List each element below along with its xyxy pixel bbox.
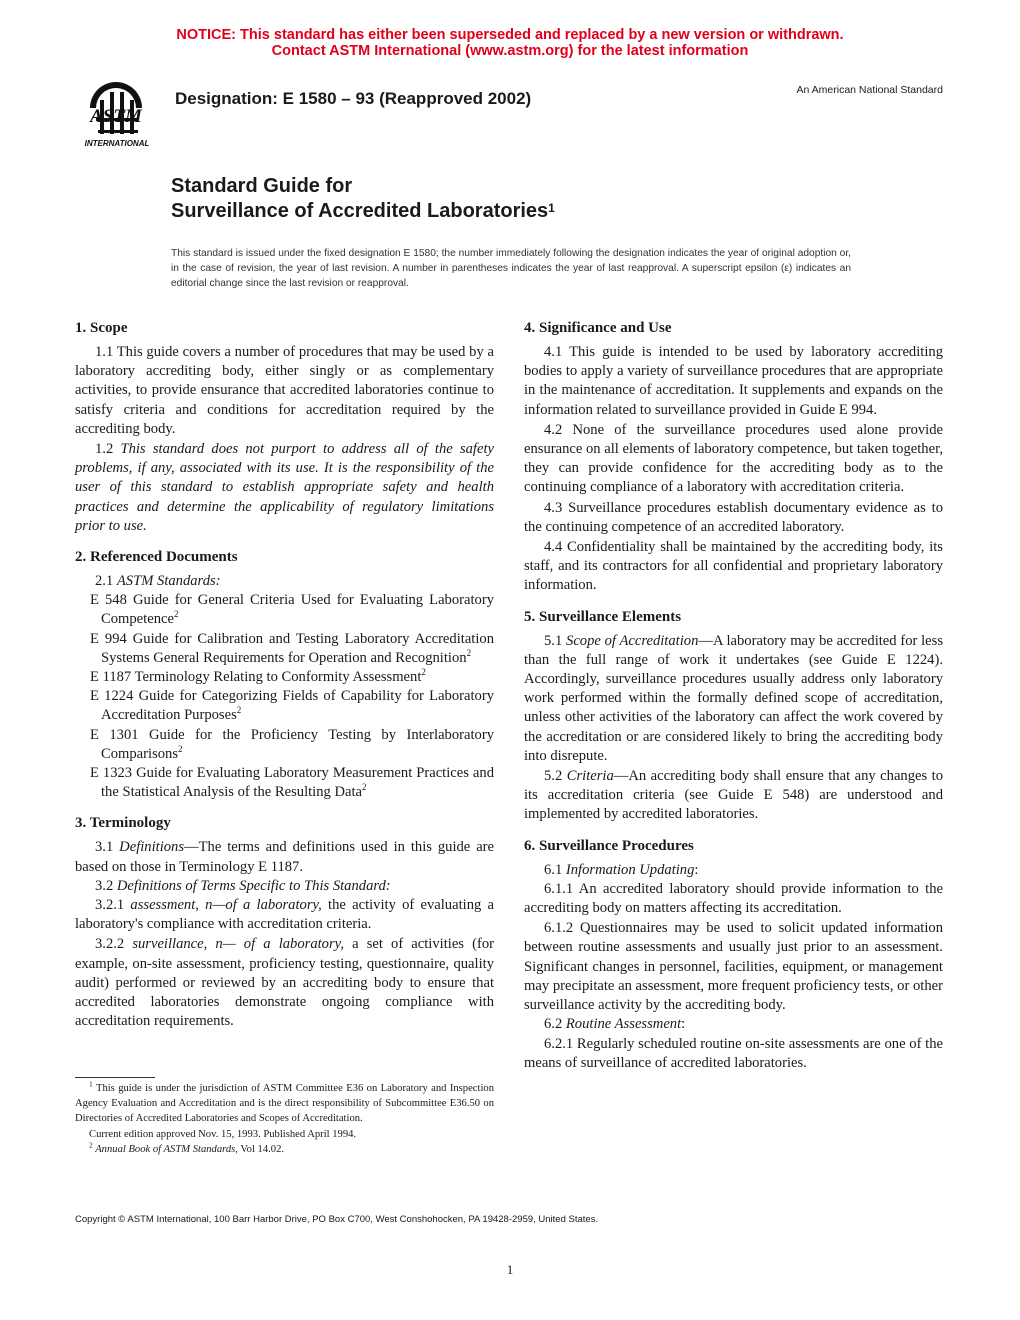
para-6-1: 6.1 Information Updating:	[544, 861, 699, 878]
para-3-1: 3.1 Definitions—The terms and definitions used in this guide are based on those in Terminology E 1187.	[75, 839, 495, 875]
para-2-1: 2.1 ASTM Standards:	[95, 573, 221, 590]
para-1-1: 1.1 This guide covers a number of procedures that may be used by a laboratory accrediting body, either singly or as complementary activities, to provide ensurance that accredited laboratories continue to satisfy criteria and conditions for accreditation required by the accrediting body.	[75, 344, 494, 437]
astm-logo-icon	[70, 78, 162, 152]
ref-e548: E 548 Guide for General Criteria Used for Evaluating Laboratory Competence$^2$	[90, 592, 494, 628]
para-6-1-2: 6.1.2 Questionnaires may be used to solicit updated information between routine assessments and usually just prior to an assessment. Significant changes in personnel, facilities, equipment, or management may precipitate an assessment, more frequent proficiency tests, or other surveillance activity by the accrediting body.	[524, 920, 943, 1014]
para-6-2: 6.2 Routine Assessment:	[544, 1016, 686, 1033]
para-6-2-1: 6.2.1 Regularly scheduled routine on-site assessments are one of the means of surveillance of accredited laboratories.	[524, 1035, 943, 1071]
para-3-2-2: 3.2.2 surveillance, n— of a laboratory, a set of activities (for example, on-site assessment, proficiency testing, questionnaire, quality audit) performed or reviewed by an accrediting body to ensure that accredited laboratories demonstrate ongoing compliance with accreditation requirements.	[75, 936, 494, 1030]
section-4-heading: 4. Significance and Use	[524, 320, 672, 336]
ref-e1323: E 1323 Guide for Evaluating Laboratory Measurement Practices and the Statistical Analysis of the Resulting Data$^2$	[90, 765, 494, 801]
title-line-1: Standard Guide for	[171, 175, 353, 197]
logo-sub: INTERNATIONAL	[84, 139, 150, 148]
section-3-heading: 3. Terminology	[75, 815, 171, 832]
ref-e1187: E 1187 Terminology Relating to Conformity Assessment$^2$	[90, 667, 426, 686]
footnote-2: $^2$ Annual Book of ASTM Standards, Vol 14.02.	[89, 1140, 285, 1155]
national-standard-label: An American National Standard	[796, 84, 943, 96]
notice-line-1: NOTICE: This standard has either been superseded and replaced by a new version or withdrawn.	[176, 27, 844, 43]
document-title	[171, 174, 555, 224]
footnote-1-edition: Current edition approved Nov. 15, 1993. Published April 1994.	[89, 1128, 357, 1140]
issuance-note: This standard is issued under the fixed designation E 1580; the number immediately following the designation indicates the year of original adoption or, in the case of revision, the year of last revision. A number in parentheses indicates the year of last reapproval. A superscript epsilon (ε) indicates an editorial change since the last revision or reapproval.	[171, 248, 851, 289]
para-4-2: 4.2 None of the surveillance procedures used alone provide ensurance on all elements of laboratory competence, but taken together, they can provide confidence for the accrediting body as to the continuing compliance of a laboratory with accreditation criteria.	[524, 421, 943, 496]
section-6-heading: 6. Surveillance Procedures	[524, 837, 694, 854]
para-4-1: 4.1 This guide is intended to be used by laboratory accrediting bodies to apply a variety of surveillance procedures that are appropriate in the maintenance of accreditation. It supplements and expands on the information related to surveillance provided in Guide E 994.	[524, 344, 943, 418]
astm-logo	[70, 78, 162, 152]
para-1-2: 1.2 This standard does not purport to address all of the safety problems, if any, associated with its use. It is the responsibility of the user of this standard to establish appropriate safety and health practices and determine the applicability of regulatory limitations prior to use.	[75, 441, 494, 534]
para-6-1-1: 6.1.1 An accredited laboratory should provide information to the accrediting body on matters affecting its accreditation.	[524, 880, 943, 917]
para-5-2: 5.2 Criteria—An accrediting body shall ensure that any changes to its accreditation criteria (see Guide E 548) are understood and implemented by accredited laboratories.	[524, 768, 944, 823]
withdrawal-notice	[0, 27, 1020, 59]
title-footnote-mark: 1	[548, 201, 555, 215]
para-5-1: 5.1 Scope of Accreditation—A laboratory may be accredited for less than the full range of work it undertakes (see Guide E 1224). Accordingly, surveillance procedures usually address only laboratory work performed within the formally defined scope of accreditation, unless other activities of the laboratory can affect the work covered by the accreditation or are considered likely to bring the accrediting body into disrepute.	[524, 632, 944, 764]
section-1-heading: 1. Scope	[75, 320, 128, 336]
footnote-rule	[75, 1077, 155, 1078]
para-4-4: 4.4 Confidentiality shall be maintained by the accrediting body, its staff, and its contractors for all confidential and proprietary laboratory information.	[524, 539, 943, 594]
section-2-heading: 2. Referenced Documents	[75, 549, 238, 566]
logo-text: ASTM	[90, 106, 142, 127]
ref-e994: E 994 Guide for Calibration and Testing Laboratory Accreditation Systems General Requirements for Operation and Recognition$^2$	[90, 630, 494, 666]
para-3-2-1: 3.2.1 assessment, n—of a laboratory, the activity of evaluating a laboratory's compliance with accreditation criteria.	[75, 897, 494, 933]
para-3-2: 3.2 Definitions of Terms Specific to This Standard:	[95, 877, 391, 894]
ref-e1301: E 1301 Guide for the Proficiency Testing by Interlaboratory Comparisons$^2$	[90, 726, 494, 762]
para-4-3: 4.3 Surveillance procedures establish documentary evidence as to the continuing competence of an accredited laboratory.	[524, 499, 943, 535]
page-number: 1	[506, 1262, 514, 1277]
ref-e1224: E 1224 Guide for Categorizing Fields of Capability for Laboratory Accreditation Purposes$^2$	[90, 688, 494, 724]
section-5-heading: 5. Surveillance Elements	[524, 608, 682, 625]
left-column	[75, 318, 494, 1032]
designation: Designation: E 1580 – 93 (Reapproved 2002)	[175, 89, 532, 108]
notice-line-2: Contact ASTM International (www.astm.org) for the latest information	[271, 43, 749, 59]
title-line-2: Surveillance of Accredited Laboratories$^1$	[171, 200, 555, 222]
footnote-1: $^1$ This guide is under the jurisdiction of ASTM Committee E36 on Laboratory and Inspection Agency Evaluation and Accreditation and is the direct responsibility of Subcommittee E36.50 on Directories of Accredited Laboratories and Scopes of Accreditation.	[75, 1079, 494, 1125]
right-column	[524, 318, 943, 1073]
footnotes	[75, 1081, 494, 1157]
copyright-line: Copyright © ASTM International, 100 Barr Harbor Drive, PO Box C700, West Conshohocken, PA 19428-2959, United States.	[75, 1214, 599, 1225]
